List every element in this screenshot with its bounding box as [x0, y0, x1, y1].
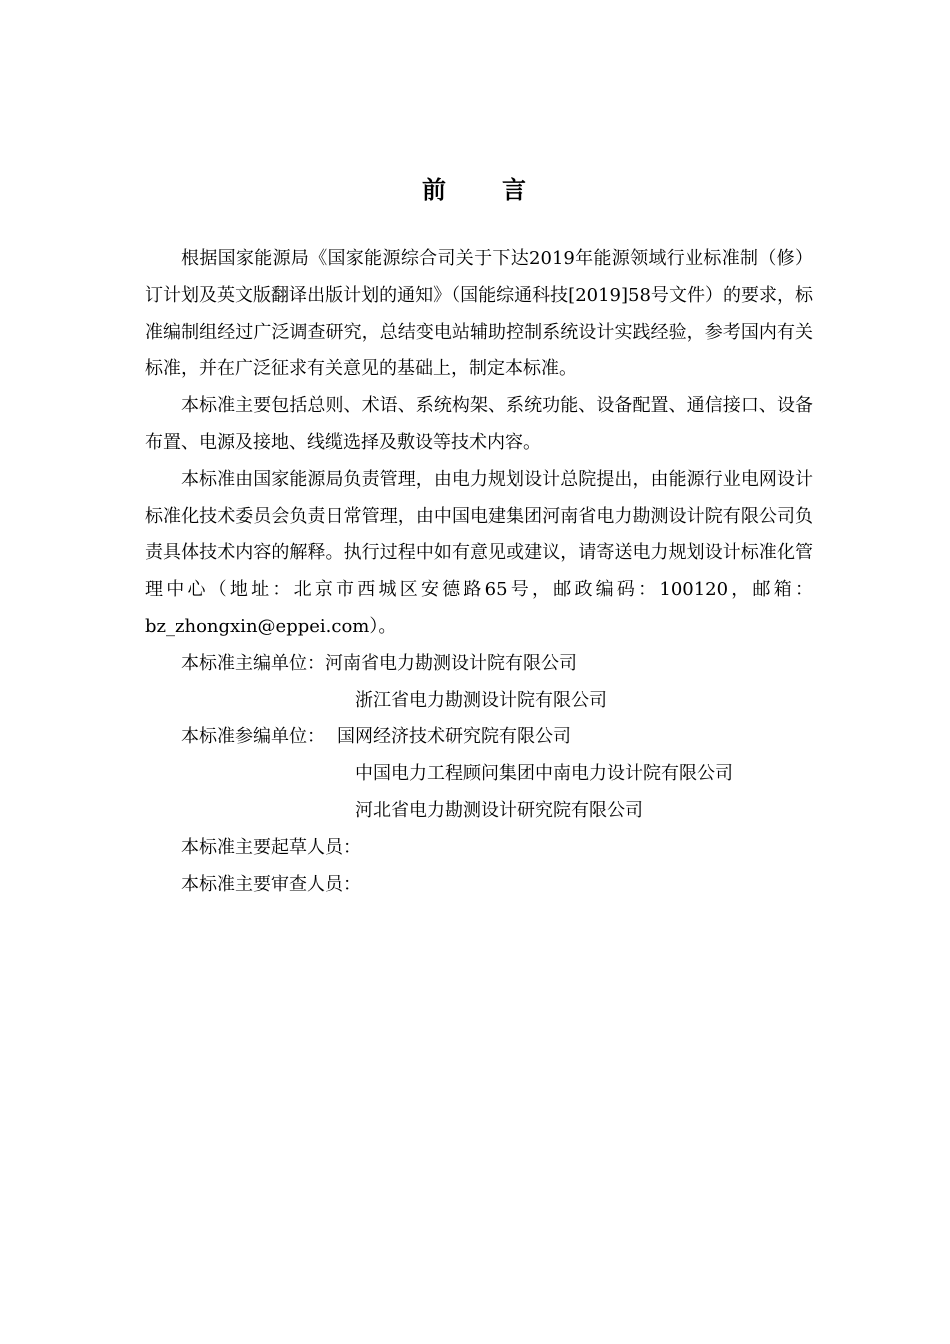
- title-char-1: 前: [422, 175, 448, 204]
- participating-units-row: [145, 719, 813, 756]
- chief-units-row: [145, 646, 813, 683]
- participating-unit-item: 中国电力工程顾问集团中南电力设计院有限公司: [355, 763, 733, 785]
- paragraph-management: 本标准由国家能源局负责管理，由电力规划设计总院提出，由能源行业电网设计标准化技术委员会负责日常管理，由中国电建集团河南省电力勘测设计院有限公司负责具体技术内容的解释。执行过程中如有意见或建议，请寄送电力规划设计标准化管理中心（地址：北京市西城区安德路65号，邮政编码：100120，邮箱：bz_zhongxin@eppei.com）。: [145, 468, 813, 637]
- page-title: [0, 172, 950, 208]
- participating-units-label: 本标准参编单位：: [181, 726, 325, 748]
- title-char-2: 言: [502, 175, 528, 204]
- chief-unit-item: 河南省电力勘测设计院有限公司: [325, 652, 577, 674]
- participating-unit-item: 国网经济技术研究院有限公司: [337, 726, 571, 748]
- paragraph-contents: 本标准主要包括总则、术语、系统构架、系统功能、设备配置、通信接口、设备布置、电源及接地、线缆选择及敷设等技术内容。: [145, 395, 813, 453]
- chief-unit-item: 浙江省电力勘测设计院有限公司: [355, 689, 607, 711]
- drafters-row: [145, 830, 813, 867]
- participating-unit-item: 河北省电力勘测设计研究院有限公司: [355, 799, 643, 821]
- reviewers-label: 本标准主要审查人员：: [181, 873, 361, 895]
- drafters-label: 本标准主要起草人员：: [181, 836, 361, 858]
- preface-body: [145, 241, 813, 903]
- reviewers-row: [145, 867, 813, 904]
- paragraph-background: 根据国家能源局《国家能源综合司关于下达2019年能源领域行业标准制（修）订计划及英文版翻译出版计划的通知》（国能综通科技[2019]58号文件）的要求，标准编制组经过广泛调查研究，总结变电站辅助控制系统设计实践经验，参考国内有关标准，并在广泛征求有关意见的基础上，制定本标准。: [145, 248, 813, 380]
- chief-units-label: 本标准主编单位：: [181, 652, 325, 674]
